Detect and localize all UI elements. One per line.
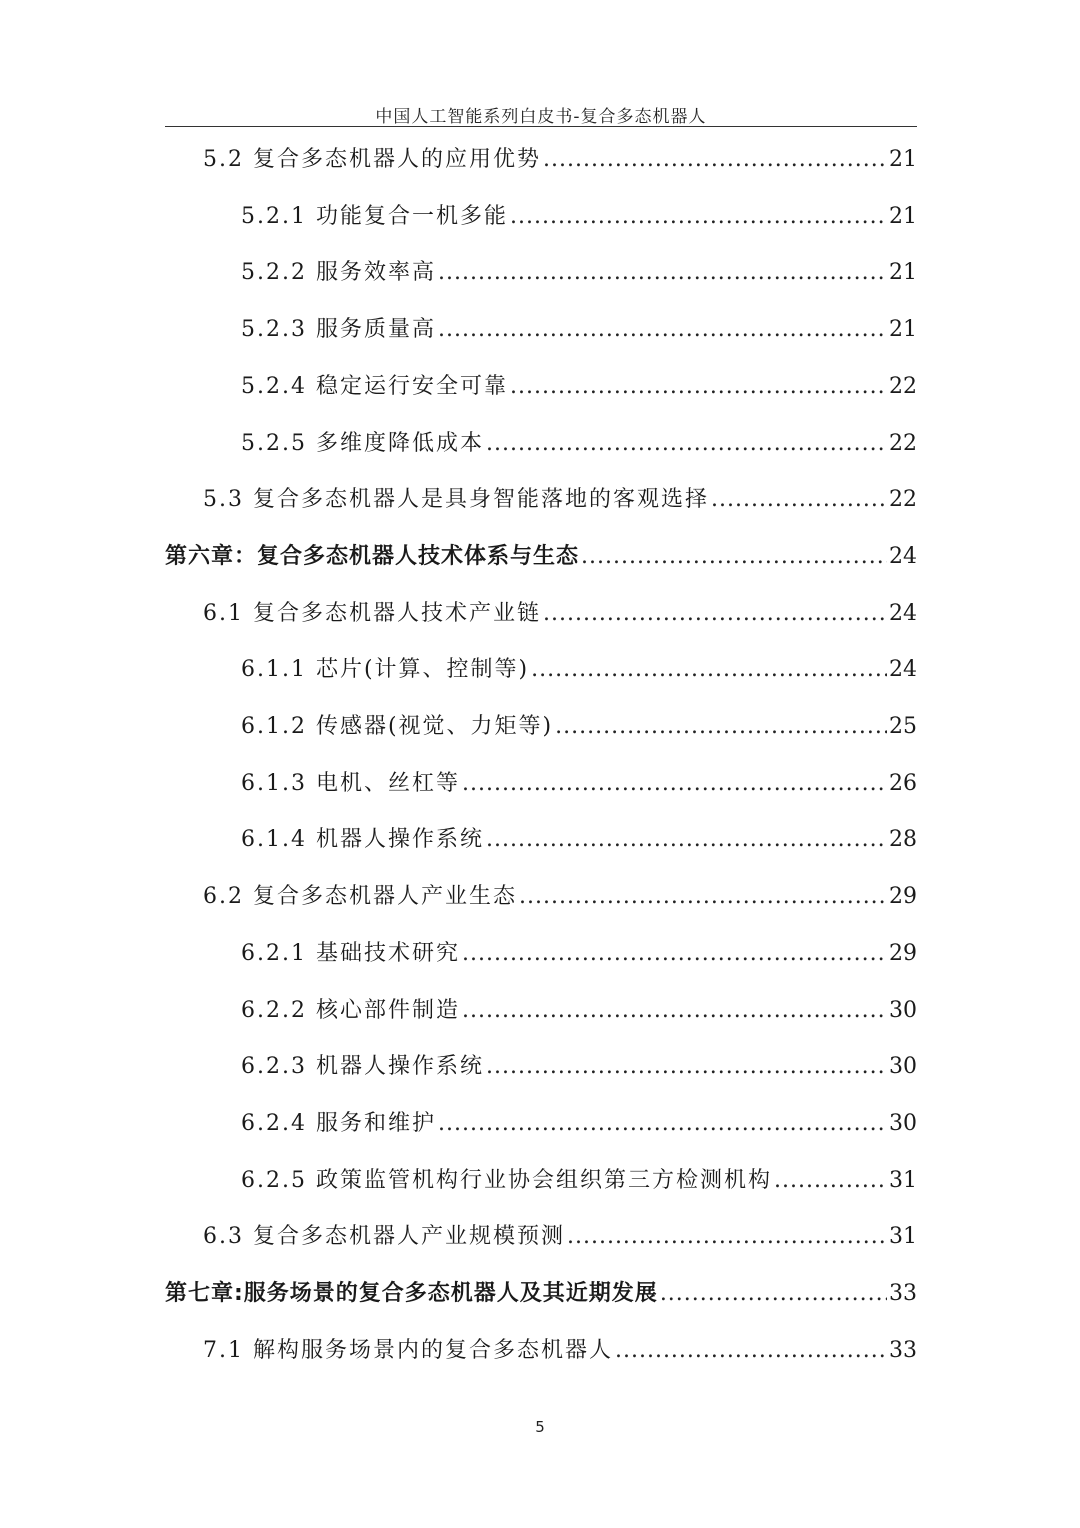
toc-entry-page-number: 22: [889, 487, 917, 513]
toc-entry[interactable]: [241, 1049, 917, 1085]
toc-dot-leader: [615, 1333, 887, 1369]
toc-entry-label: 5.3 复合多态机器人是具身智能落地的客观选择: [203, 487, 709, 513]
toc-entry[interactable]: [203, 879, 917, 915]
toc-dot-leader: [438, 1106, 887, 1142]
toc-entry-label: 5.2.1 功能复合一机多能: [241, 203, 508, 229]
toc-chapter-entry[interactable]: [165, 1276, 917, 1312]
toc-entry[interactable]: [241, 1106, 917, 1142]
toc-entry[interactable]: [241, 766, 917, 802]
toc-entry-page-number: 33: [889, 1281, 917, 1306]
header-divider: [165, 126, 917, 127]
toc-dot-leader: [486, 1049, 887, 1085]
toc-dot-leader: [462, 993, 887, 1029]
toc-entry-label: 5.2.4 稳定运行安全可靠: [241, 373, 508, 399]
toc-dot-leader: [543, 142, 887, 178]
toc-entry-page-number: 25: [889, 714, 917, 739]
toc-entry-page-number: 21: [889, 147, 917, 172]
toc-entry-label: 6.2.1 基础技术研究: [241, 940, 460, 966]
toc-dot-leader: [438, 312, 887, 348]
toc-entry-label: 6.2.2 核心部件制造: [241, 997, 460, 1023]
toc-entry[interactable]: [203, 1219, 917, 1255]
toc-dot-leader: [581, 539, 887, 575]
toc-entry-page-number: 33: [889, 1337, 917, 1363]
toc-chapter-entry[interactable]: [165, 539, 917, 575]
toc-entry-page-number: 29: [889, 884, 917, 910]
toc-entry[interactable]: [241, 255, 917, 291]
toc-dot-leader: [567, 1219, 887, 1255]
toc-entry-label: 6.1 复合多态机器人技术产业链: [203, 600, 541, 626]
toc-dot-leader: [510, 199, 887, 235]
toc-entry-label: 第六章：复合多态机器人技术体系与生态: [165, 543, 580, 569]
toc-entry[interactable]: [241, 426, 917, 462]
toc-entry-label: 6.2.5 政策监管机构行业协会组织第三方检测机构: [241, 1167, 772, 1193]
toc-entry-label: 5.2.3 服务质量高: [241, 317, 436, 343]
toc-entry[interactable]: [203, 142, 917, 178]
toc-entry-page-number: 26: [889, 770, 917, 796]
toc-dot-leader: [774, 1163, 887, 1199]
toc-entry-page-number: 24: [889, 543, 917, 569]
toc-entry[interactable]: [241, 199, 917, 235]
toc-dot-leader: [660, 1276, 887, 1312]
toc-entry-label: 7.1 解构服务场景内的复合多态机器人: [203, 1337, 613, 1363]
toc-entry[interactable]: [203, 482, 917, 518]
toc-entry-page-number: 30: [889, 1054, 917, 1080]
toc-dot-leader: [555, 709, 887, 745]
toc-entry-label: 6.2.3 机器人操作系统: [241, 1054, 484, 1080]
toc-entry-page-number: 21: [889, 203, 917, 229]
toc-entry-page-number: 31: [889, 1167, 917, 1193]
toc-entry[interactable]: [241, 1163, 917, 1199]
toc-entry[interactable]: [241, 993, 917, 1029]
toc-entry[interactable]: [241, 652, 917, 688]
toc-entry-page-number: 21: [889, 317, 917, 343]
toc-dot-leader: [462, 936, 887, 972]
toc-entry-label: 5.2.2 服务效率高: [241, 260, 436, 286]
toc-entry[interactable]: [203, 596, 917, 632]
toc-entry-page-number: 30: [889, 1110, 917, 1136]
toc-entry-page-number: 22: [889, 430, 917, 456]
toc-entry-page-number: 28: [889, 827, 917, 853]
toc-dot-leader: [543, 596, 887, 632]
toc-entry[interactable]: [241, 936, 917, 972]
toc-dot-leader: [531, 652, 887, 688]
toc-entry-label: 6.1.2 传感器(视觉、力矩等): [241, 714, 554, 739]
toc-entry-label: 6.3 复合多态机器人产业规模预测: [203, 1224, 565, 1250]
toc-entry-label: 6.1.1 芯片(计算、控制等): [241, 657, 530, 683]
toc-entry-label: 6.2.4 服务和维护: [241, 1110, 436, 1136]
toc-entry[interactable]: [203, 1333, 917, 1369]
toc-entry[interactable]: [241, 822, 917, 858]
toc-entry-label: 5.2.5 多维度降低成本: [241, 430, 484, 456]
toc-entry-page-number: 24: [889, 600, 917, 626]
toc-entry-page-number: 30: [889, 997, 917, 1023]
toc-entry-label: 6.1.3 电机、丝杠等: [241, 770, 460, 796]
toc-dot-leader: [486, 822, 887, 858]
toc-entry-label: 6.1.4 机器人操作系统: [241, 827, 484, 853]
page-number: 5: [535, 1418, 545, 1436]
toc-entry-page-number: 24: [889, 657, 917, 683]
toc-entry-label: 6.2 复合多态机器人产业生态: [203, 884, 517, 910]
toc-entry-page-number: 29: [889, 940, 917, 966]
toc-entry[interactable]: [241, 709, 917, 745]
toc-dot-leader: [486, 426, 887, 462]
toc-dot-leader: [462, 766, 887, 802]
toc-entry-page-number: 31: [889, 1224, 917, 1250]
toc-entry[interactable]: [241, 369, 917, 405]
toc-dot-leader: [519, 879, 887, 915]
toc-entry-label: 5.2 复合多态机器人的应用优势: [203, 147, 541, 172]
toc-dot-leader: [510, 369, 887, 405]
page-header-title: 中国人工智能系列白皮书-复合多态机器人: [375, 107, 707, 127]
toc-entry-label: 第七章:服务场景的复合多态机器人及其近期发展: [165, 1281, 658, 1306]
toc-dot-leader: [438, 255, 887, 291]
toc-entry[interactable]: [241, 312, 917, 348]
toc-entry-page-number: 21: [889, 260, 917, 286]
toc-dot-leader: [711, 482, 887, 518]
toc-entry-page-number: 22: [889, 373, 917, 399]
